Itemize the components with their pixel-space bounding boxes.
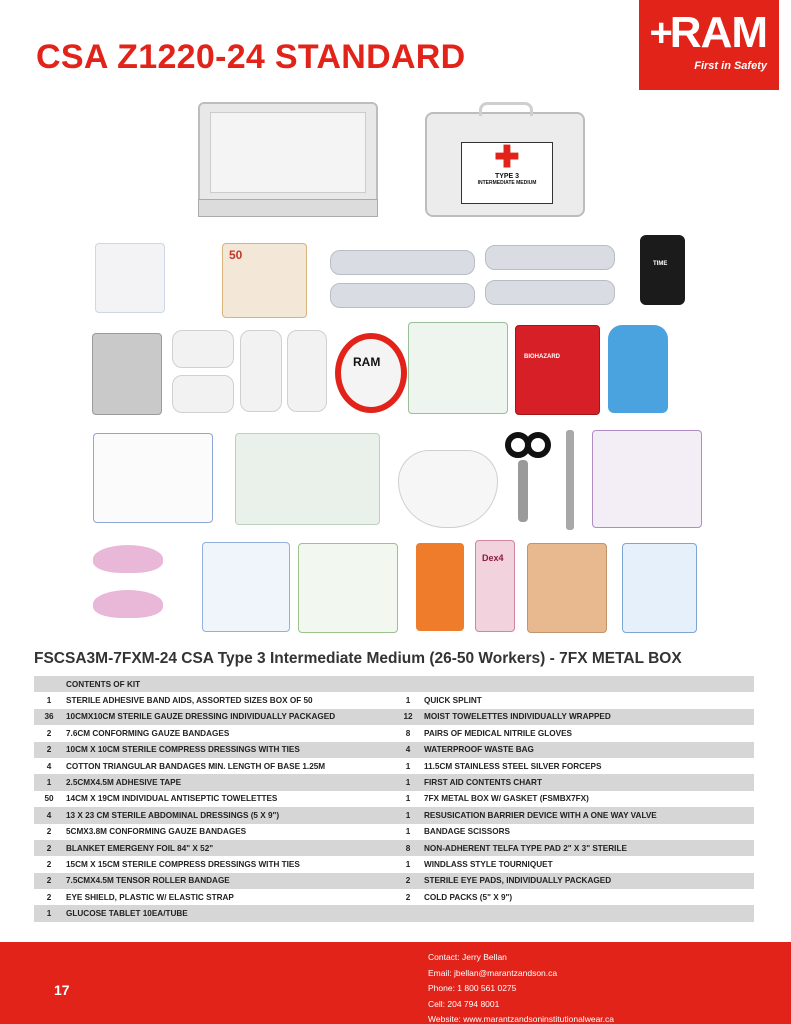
table-row bbox=[34, 889, 754, 905]
item-description: 15CM X 15CM STERILE COMPRESS DRESSINGS WITH TIES bbox=[64, 856, 394, 872]
triangular-bandage bbox=[330, 283, 475, 308]
item-description: WATERPROOF WASTE BAG bbox=[422, 742, 754, 758]
item-description: 7.6CM CONFORMING GAUZE BANDAGES bbox=[64, 725, 394, 741]
item-description: STERILE ADHESIVE BAND AIDS, ASSORTED SIZES BOX OF 50 bbox=[64, 692, 394, 708]
item-description: MOIST TOWELETTES INDIVIDUALLY WRAPPED bbox=[422, 709, 754, 725]
band-aid-count: 50 bbox=[229, 248, 243, 262]
item-quantity: 2 bbox=[34, 824, 64, 840]
item-description: STERILE EYE PADS, INDIVIDUALLY PACKAGED bbox=[422, 873, 754, 889]
contact-phone: Phone: 1 800 561 0275 bbox=[428, 983, 517, 993]
ram-logo bbox=[639, 0, 779, 90]
item-quantity: 8 bbox=[394, 840, 422, 856]
table-row bbox=[34, 791, 754, 807]
contents-label: CONTENTS OF KIT bbox=[64, 676, 394, 692]
item-description bbox=[422, 905, 754, 921]
closed-first-aid-box bbox=[425, 112, 585, 217]
item-quantity: 2 bbox=[34, 840, 64, 856]
item-quantity: 2 bbox=[34, 856, 64, 872]
item-quantity: 1 bbox=[34, 774, 64, 790]
item-quantity: 1 bbox=[394, 692, 422, 708]
item-quantity: 1 bbox=[394, 758, 422, 774]
tape-brand: RAM bbox=[353, 355, 381, 369]
table-row bbox=[34, 840, 754, 856]
item-description: 7FX METAL BOX W/ GASKET (FSMBX7FX) bbox=[422, 791, 754, 807]
page-title: CSA Z1220-24 STANDARD bbox=[36, 38, 466, 76]
logo-tagline: First in Safety bbox=[694, 60, 767, 72]
logo-plus-icon: + bbox=[649, 11, 672, 55]
conforming-bandage bbox=[172, 375, 234, 413]
antiseptic-towelettes bbox=[235, 433, 380, 525]
item-description: 5CMX3.8M CONFORMING GAUZE BANDAGES bbox=[64, 824, 394, 840]
contact-email: Email: jbellan@marantzandson.ca bbox=[428, 967, 558, 978]
open-first-aid-box bbox=[198, 102, 378, 217]
moist-towelettes bbox=[408, 322, 508, 414]
contact-name: Contact: Jerry Bellan bbox=[428, 952, 507, 962]
item-quantity: 1 bbox=[34, 692, 64, 708]
item-description: PAIRS OF MEDICAL NITRILE GLOVES bbox=[422, 725, 754, 741]
item-quantity: 4 bbox=[34, 758, 64, 774]
resuscitation-barrier bbox=[398, 450, 498, 528]
item-quantity: 4 bbox=[34, 807, 64, 823]
item-description: BLANKET EMERGENY FOIL 84" X 52" bbox=[64, 840, 394, 856]
item-description: FIRST AID CONTENTS CHART bbox=[422, 774, 754, 790]
table-row bbox=[34, 824, 754, 840]
contact-info bbox=[428, 950, 614, 1024]
glucose-tablets bbox=[475, 540, 515, 632]
item-description: EYE SHIELD, PLASTIC W/ ELASTIC STRAP bbox=[64, 889, 394, 905]
item-quantity: 1 bbox=[394, 791, 422, 807]
table-row bbox=[34, 856, 754, 872]
table-row bbox=[34, 692, 754, 708]
item-quantity: 1 bbox=[394, 774, 422, 790]
item-quantity: 50 bbox=[34, 791, 64, 807]
table-row bbox=[34, 873, 754, 889]
item-description: RESUSICATION BARRIER DEVICE WITH A ONE WAY VALVE bbox=[422, 807, 754, 823]
item-description: 11.5CM STAINLESS STEEL SILVER FORCEPS bbox=[422, 758, 754, 774]
table-row bbox=[34, 742, 754, 758]
table-row bbox=[34, 725, 754, 741]
triangular-bandage bbox=[330, 250, 475, 275]
item-description: NON-ADHERENT TELFA TYPE PAD 2" X 3" STERILE bbox=[422, 840, 754, 856]
tourniquet-tag: TIME bbox=[653, 261, 668, 267]
item-quantity: 12 bbox=[394, 709, 422, 725]
table-row bbox=[34, 807, 754, 823]
item-quantity: 2 bbox=[394, 889, 422, 905]
item-quantity: 8 bbox=[394, 725, 422, 741]
box-label bbox=[461, 142, 553, 204]
contact-website: Website: www.marantzandsoninstitutionalwear.ca bbox=[428, 1014, 614, 1024]
item-quantity: 2 bbox=[34, 725, 64, 741]
cold-pack bbox=[416, 543, 464, 631]
item-quantity: 2 bbox=[34, 873, 64, 889]
item-quantity: 1 bbox=[394, 807, 422, 823]
item-quantity: 2 bbox=[394, 873, 422, 889]
item-description: 2.5CMX4.5M ADHESIVE TAPE bbox=[64, 774, 394, 790]
footer bbox=[0, 942, 791, 1024]
table-header-row bbox=[34, 676, 754, 692]
glucose-brand: Dex4 bbox=[482, 553, 504, 563]
box-label-type: TYPE 3 bbox=[494, 173, 520, 180]
item-quantity: 1 bbox=[394, 856, 422, 872]
band-aid-box bbox=[222, 243, 307, 318]
emergency-foil-blanket bbox=[92, 333, 162, 415]
telfa-pads bbox=[592, 430, 702, 528]
item-description: QUICK SPLINT bbox=[422, 692, 754, 708]
table-row bbox=[34, 709, 754, 725]
item-quantity: 2 bbox=[34, 889, 64, 905]
item-quantity: 1 bbox=[394, 824, 422, 840]
item-description: COTTON TRIANGULAR BANDAGES MIN. LENGTH OF BASE 1.25M bbox=[64, 758, 394, 774]
scissors-loop bbox=[525, 432, 551, 458]
abdominal-dressings bbox=[93, 433, 213, 523]
item-description: WINDLASS STYLE TOURNIQUET bbox=[422, 856, 754, 872]
tensor-bandages bbox=[527, 543, 607, 633]
item-description: GLUCOSE TABLET 10EA/TUBE bbox=[64, 905, 394, 921]
item-quantity: 36 bbox=[34, 709, 64, 725]
sterile-eye-pads bbox=[202, 542, 290, 632]
item-description: 14CM X 19CM INDIVIDUAL ANTISEPTIC TOWELETTES bbox=[64, 791, 394, 807]
item-description: BANDAGE SCISSORS bbox=[422, 824, 754, 840]
waterproof-waste-bag bbox=[515, 325, 600, 415]
item-description: 13 X 23 CM STERILE ABDOMINAL DRESSINGS (5 X 9") bbox=[64, 807, 394, 823]
box-label-size: INTERMEDIATE MEDIUM bbox=[477, 180, 537, 186]
page-number: 17 bbox=[54, 982, 70, 998]
logo-brand-text: RAM bbox=[669, 8, 767, 57]
item-quantity: 2 bbox=[34, 742, 64, 758]
item-quantity: 1 bbox=[34, 905, 64, 921]
item-quantity bbox=[394, 905, 422, 921]
box-handle bbox=[479, 102, 533, 116]
forceps bbox=[566, 430, 574, 530]
adhesive-tape bbox=[335, 333, 407, 413]
contact-cell: Cell: 204 794 8001 bbox=[428, 998, 500, 1009]
eye-shield bbox=[93, 590, 163, 618]
red-cross-icon: ✚ bbox=[494, 141, 520, 174]
table-row bbox=[34, 905, 754, 921]
item-quantity: 4 bbox=[394, 742, 422, 758]
kit-heading: FSCSA3M-7FXM-24 CSA Type 3 Intermediate Medium (26-50 Workers) - 7FX METAL BOX bbox=[34, 650, 682, 667]
table-row bbox=[34, 774, 754, 790]
eye-shield bbox=[93, 545, 163, 573]
sterile-compress-dressings bbox=[622, 543, 697, 633]
conforming-bandage bbox=[287, 330, 327, 412]
conforming-gauze bbox=[298, 543, 398, 633]
table-row bbox=[34, 758, 754, 774]
gauze-dressings bbox=[95, 243, 165, 313]
item-description: 7.5CMX4.5M TENSOR ROLLER BANDAGE bbox=[64, 873, 394, 889]
item-description: COLD PACKS (5" X 9") bbox=[422, 889, 754, 905]
nitrile-gloves bbox=[608, 325, 668, 413]
conforming-bandage bbox=[172, 330, 234, 368]
biohazard-label: BIOHAZARD bbox=[524, 354, 560, 360]
box-lid bbox=[198, 199, 378, 217]
scissors-blade bbox=[518, 460, 528, 522]
box-interior bbox=[210, 112, 366, 193]
contents-table bbox=[34, 676, 754, 922]
item-description: 10CM X 10CM STERILE COMPRESS DRESSINGS WITH TIES bbox=[64, 742, 394, 758]
triangular-bandage bbox=[485, 245, 615, 270]
tourniquet bbox=[640, 235, 685, 305]
item-description: 10CMX10CM STERILE GAUZE DRESSING INDIVIDUALLY PACKAGED bbox=[64, 709, 394, 725]
triangular-bandage bbox=[485, 280, 615, 305]
conforming-bandage bbox=[240, 330, 282, 412]
